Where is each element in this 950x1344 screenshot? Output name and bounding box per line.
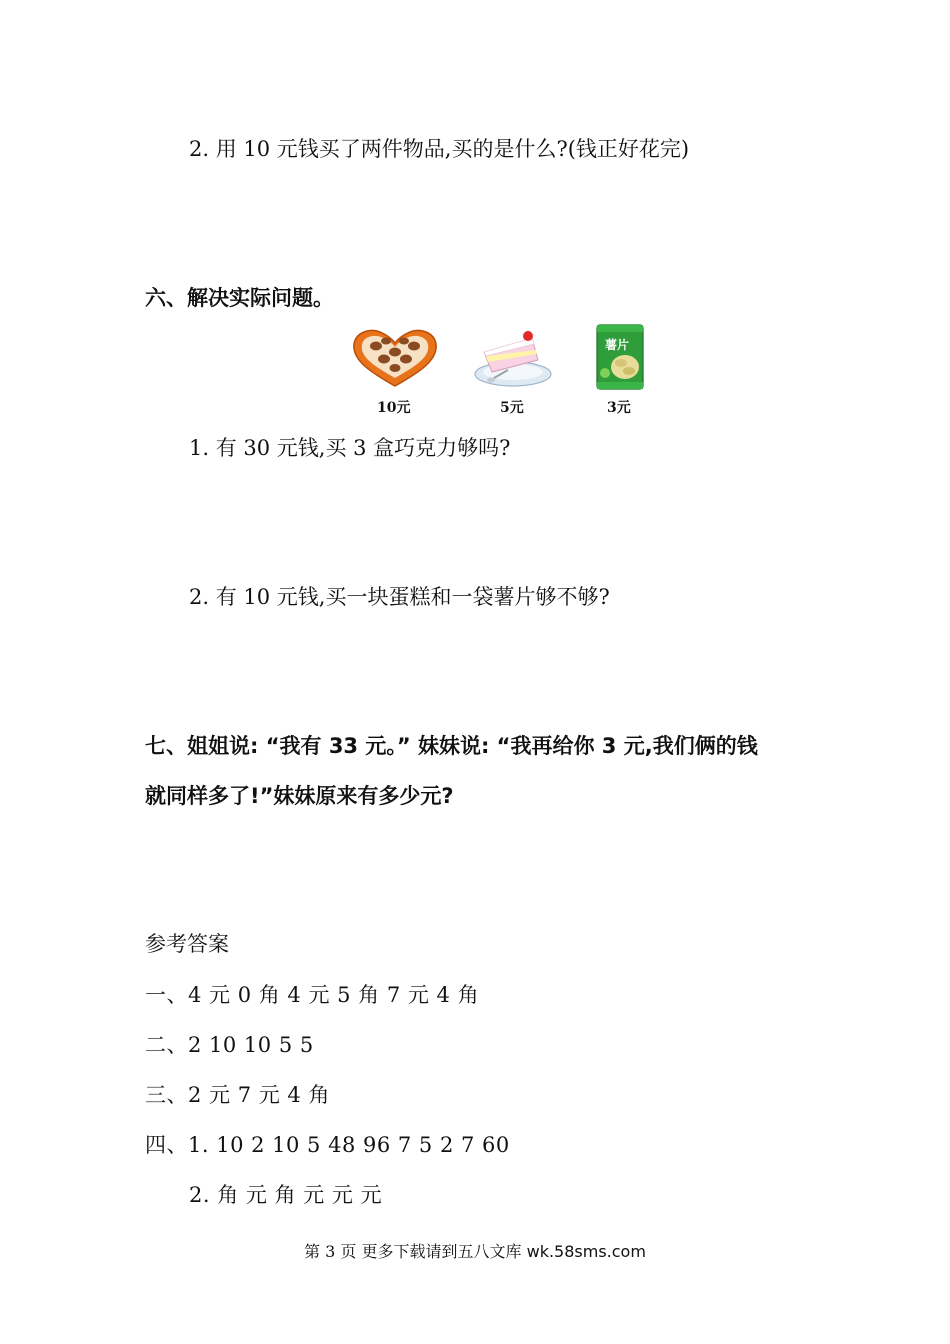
chocolate-price: 10元 bbox=[377, 400, 411, 416]
answer-3: 三、2 元 7 元 4 角 bbox=[145, 1083, 330, 1107]
section-7-line-1: 七、姐姐说: “我有 33 元。” 妹妹说: “我再给你 3 元,我们俩的钱 bbox=[145, 734, 758, 758]
chocolate-box-icon bbox=[350, 326, 440, 388]
chips-price: 3元 bbox=[607, 400, 631, 416]
question-5-2: 2. 用 10 元钱买了两件物品,买的是什么?(钱正好花完) bbox=[189, 137, 690, 161]
answer-4-1: 四、1. 10 2 10 5 48 96 7 5 2 7 60 bbox=[145, 1133, 510, 1157]
chips-bag-icon bbox=[595, 323, 645, 391]
answer-2: 二、2 10 10 5 5 bbox=[145, 1033, 314, 1057]
footer-text: 第 3 页 更多下载请到五八文库 bbox=[304, 1242, 527, 1261]
answer-4-2: 2. 角 元 角 元 元 元 bbox=[189, 1183, 383, 1207]
chips-bag-label: 薯片 bbox=[605, 338, 630, 352]
footer-site-link[interactable]: wk.58sms.com bbox=[526, 1242, 646, 1261]
cake-price: 5元 bbox=[500, 400, 524, 416]
page-footer bbox=[0, 1240, 950, 1264]
section-7-line-2: 就同样多了!”妹妹原来有多少元? bbox=[145, 784, 454, 808]
answer-1: 一、4 元 0 角 4 元 5 角 7 元 4 角 bbox=[145, 983, 480, 1007]
cake-slice-icon bbox=[472, 326, 554, 388]
answers-title: 参考答案 bbox=[145, 932, 229, 956]
question-6-1: 1. 有 30 元钱,买 3 盒巧克力够吗? bbox=[189, 436, 511, 460]
section-6-title: 六、解决实际问题。 bbox=[145, 286, 334, 310]
question-6-2: 2. 有 10 元钱,买一块蛋糕和一袋薯片够不够? bbox=[189, 585, 610, 609]
